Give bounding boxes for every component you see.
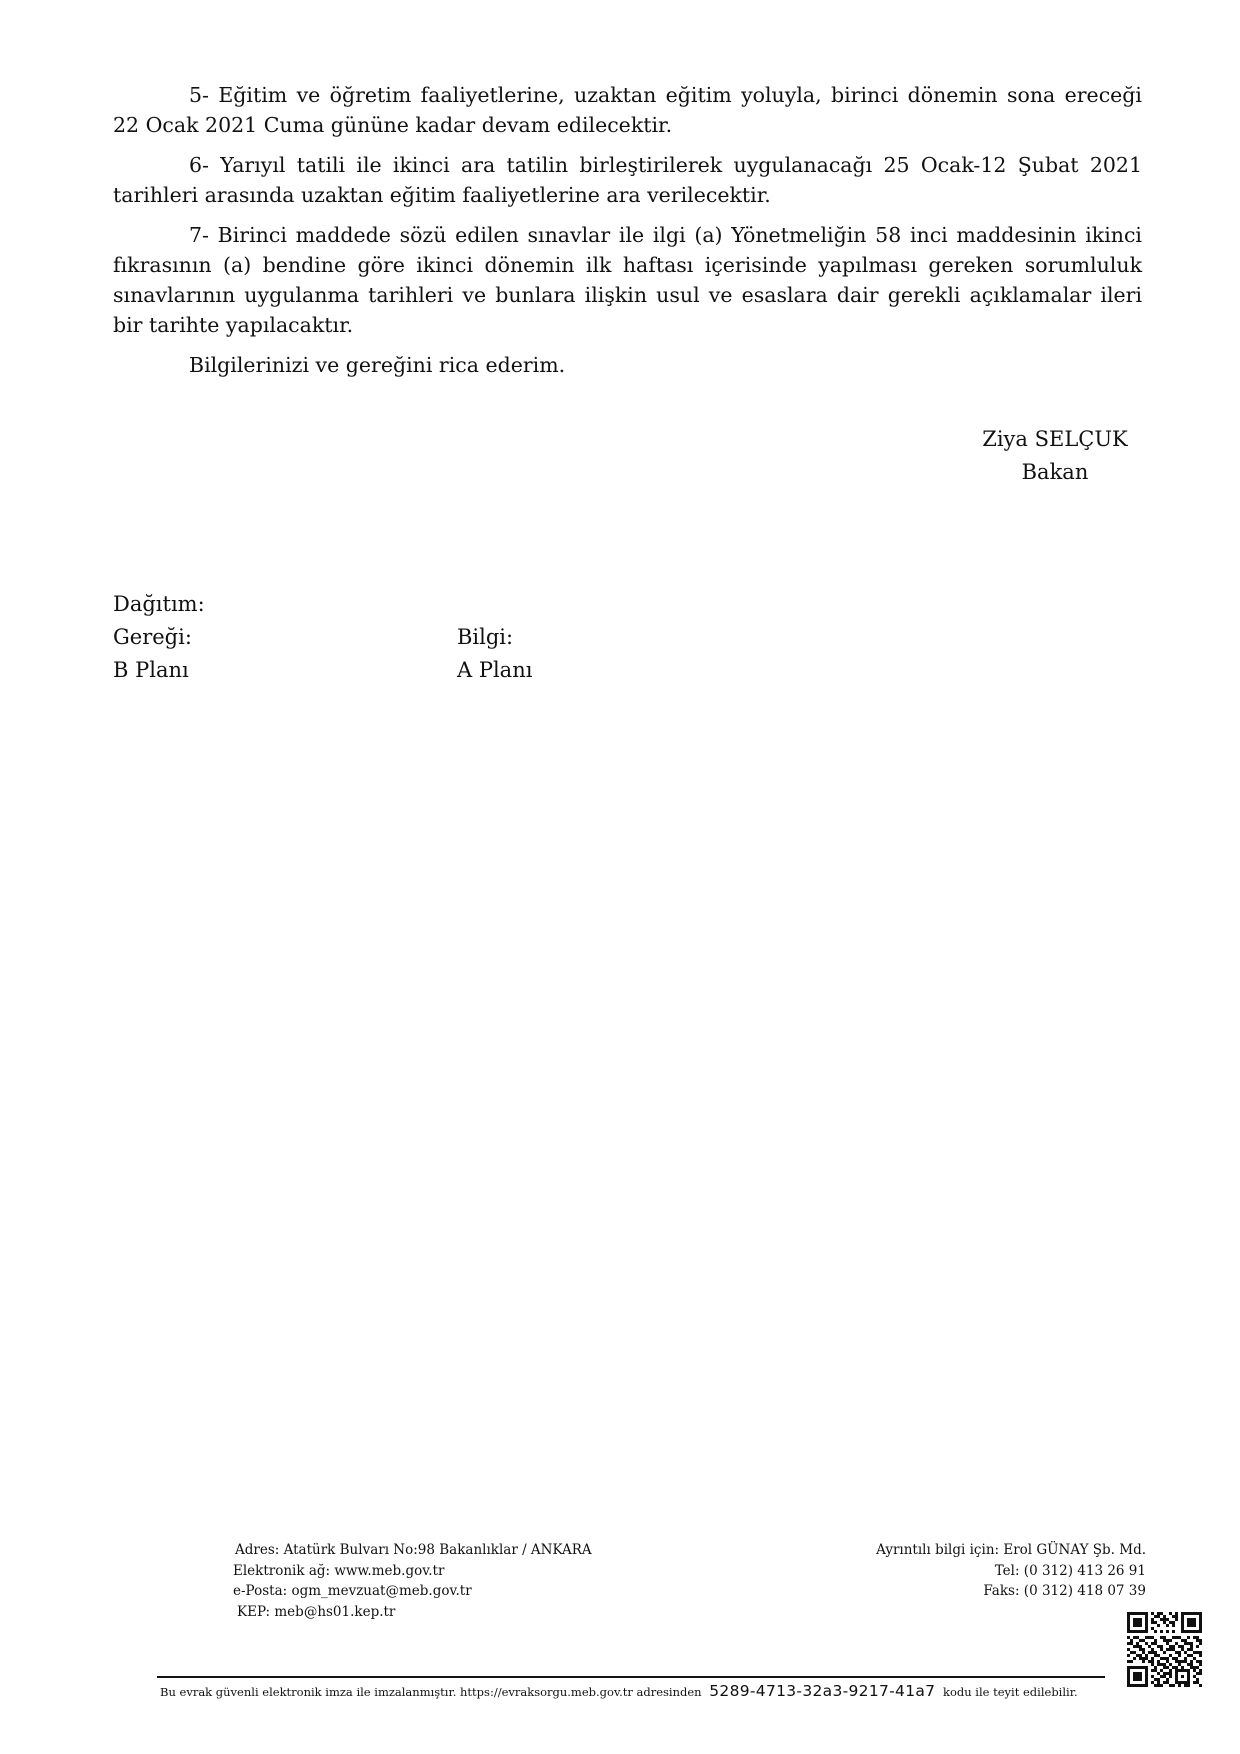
footer-email: e-Posta: ogm_mevzuat@meb.gov.tr [233,1583,472,1599]
gereg-value: B Planı [113,658,189,682]
distribution-heading: Dağıtım: [113,592,205,616]
paragraph-item-6: 6- Yarıyıl tatili ile ikinci ara tatilin birleştirilerek uygulanacağı 25 Ocak-12 Şubat 2021 tarihleri arasında uzaktan eğitim faaliyetlerine ara verilecektir. [113,153,1142,207]
footer-tel: Tel: (0 312) 413 26 91 [994,1562,1146,1579]
bilgi-label: Bilgi: [457,625,514,649]
footer-fax: Faks: (0 312) 418 07 39 [983,1583,1146,1599]
verification-text-before: Bu evrak güvenli elektronik imza ile imzalanmıştır. https://evraksorgu.meb.gov.tr adresinden [160,1685,702,1699]
signer-name: Ziya SELÇUK [982,427,1128,451]
closing-sentence: Bilgilerinizi ve gereğini rica ederim. [189,353,566,377]
verification-line [160,1681,1110,1702]
footer-rule [157,1676,1105,1678]
verification-code: 5289-4713-32a3-9217-41a7 [709,1682,936,1700]
gereg-label: Gereği: [113,625,192,649]
bilgi-value: A Planı [457,658,533,682]
qr-code-icon [1127,1612,1202,1687]
signer-title: Bakan [1021,460,1089,484]
footer-kep: KEP: meb@hs01.kep.tr [237,1603,396,1620]
footer-contact-block [726,1540,1146,1602]
body-text [113,80,1142,390]
paragraph-item-5: 5- Eğitim ve öğretim faaliyetlerine, uzaktan eğitim yoluyla, birinci dönemin sona ereceği 22 Ocak 2021 Cuma gününe kadar devam edilecektir. [113,83,1142,137]
footer-address: Adres: Atatürk Bulvarı No:98 Bakanlıklar / ANKARA [235,1542,592,1558]
footer-web: Elektronik ağ: www.meb.gov.tr [233,1562,445,1579]
footer-address-block [230,1540,650,1622]
paragraph-item-7: 7- Birinci maddede sözü edilen sınavlar ile ilgi (a) Yönetmeliğin 58 inci maddesinin ikinci fıkrasının (a) bendine göre ikinci dönemin ilk haftası içerisinde yapılması gereken sorumluluk sınavlarının uygulanma tarihleri ve bunlara ilişkin usul ve esaslara dair gerekli açıklamalar ileri bir tarihte yapılacaktır. [113,223,1142,337]
verification-text-after: kodu ile teyit edilebilir. [942,1685,1078,1699]
signature-block [960,423,1150,489]
footer-contact: Ayrıntılı bilgi için: Erol GÜNAY Şb. Md. [876,1542,1146,1558]
distribution-block [113,588,813,687]
